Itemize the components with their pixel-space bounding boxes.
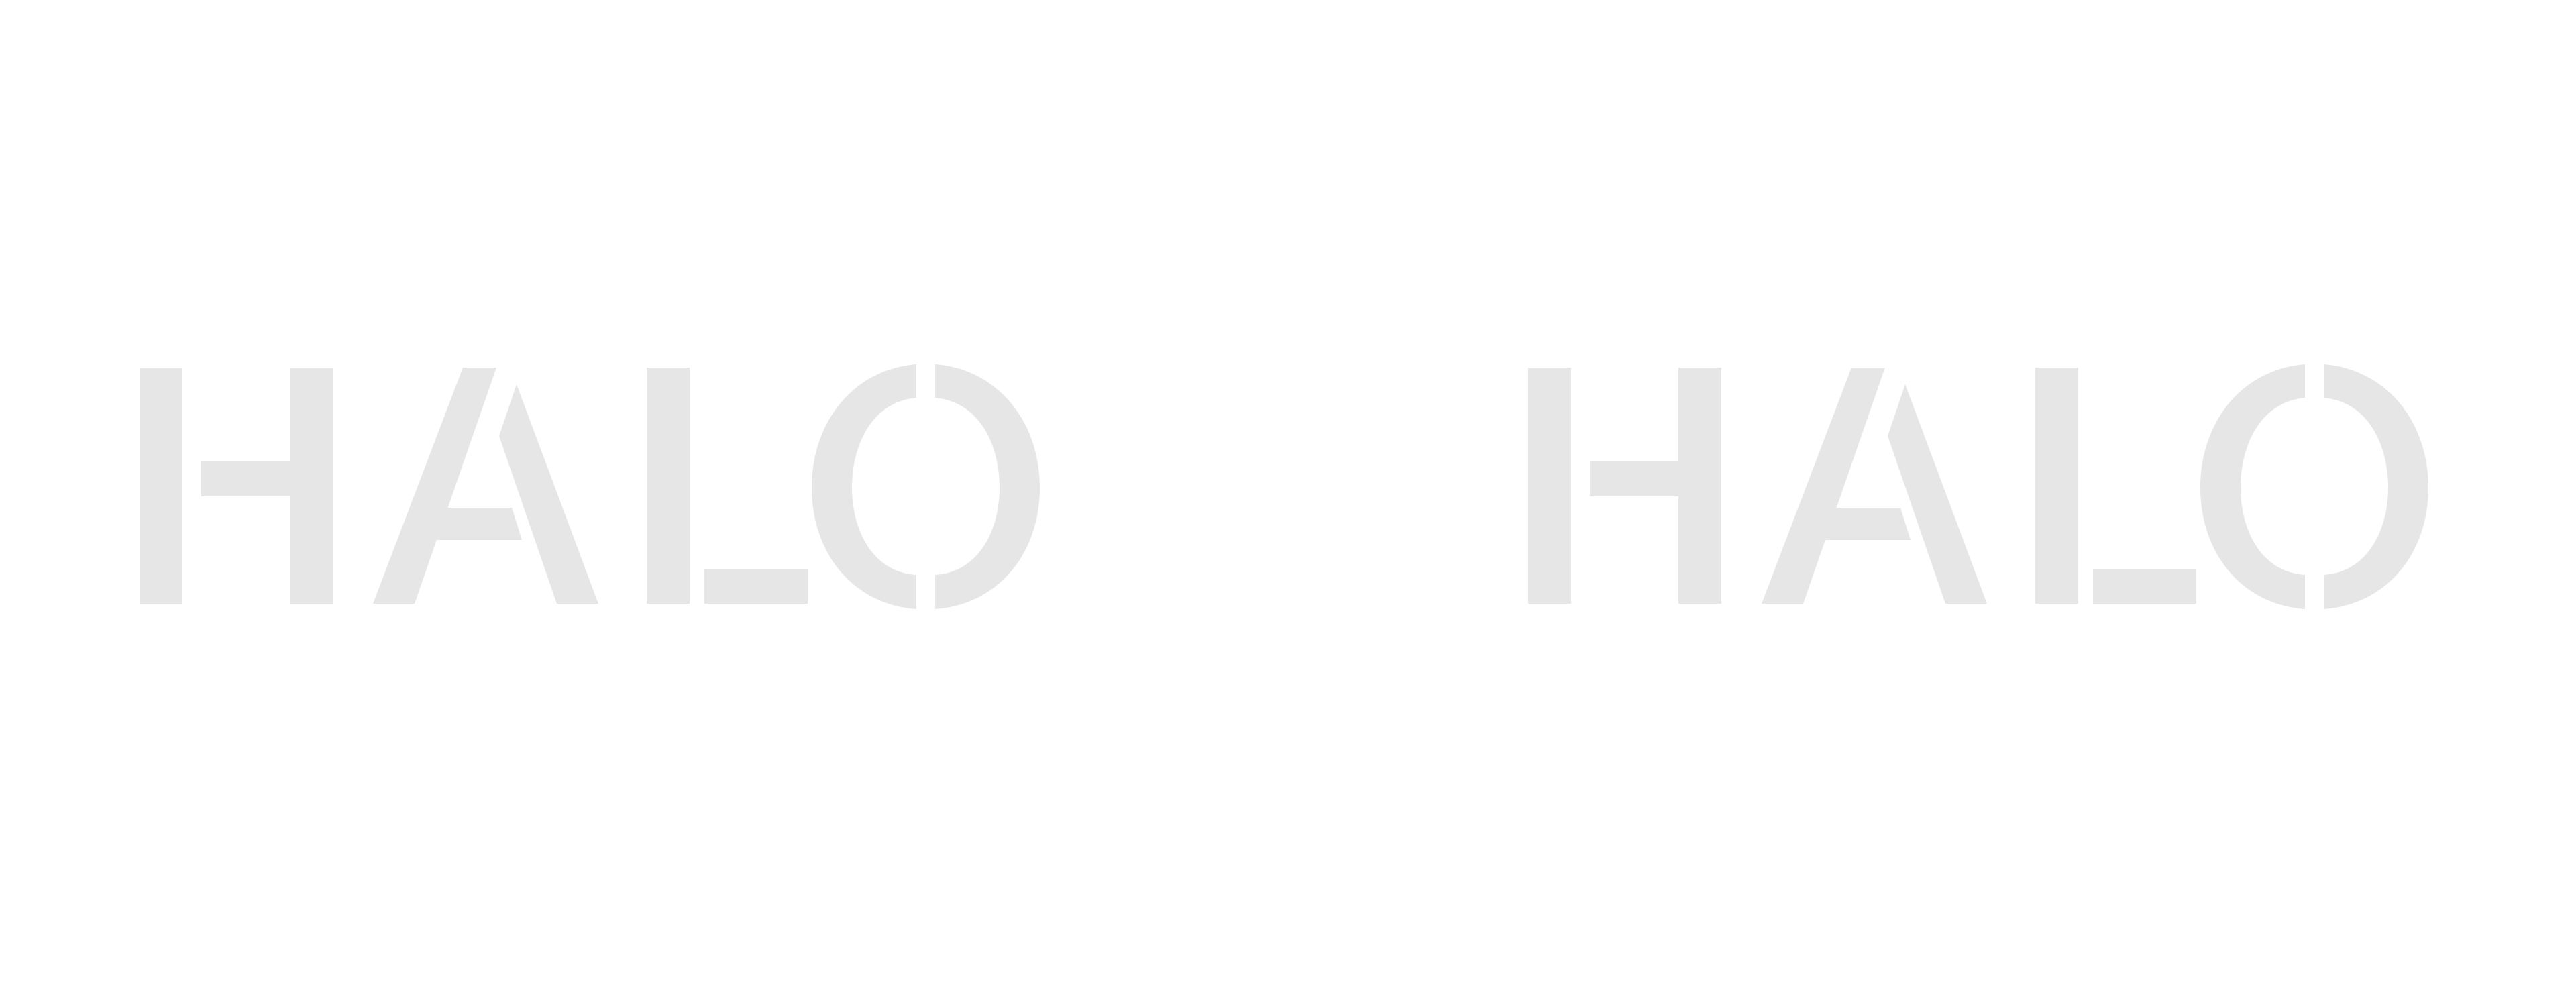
halo-logo-left: [140, 364, 1040, 609]
halo-logo-right: [1528, 364, 2428, 609]
